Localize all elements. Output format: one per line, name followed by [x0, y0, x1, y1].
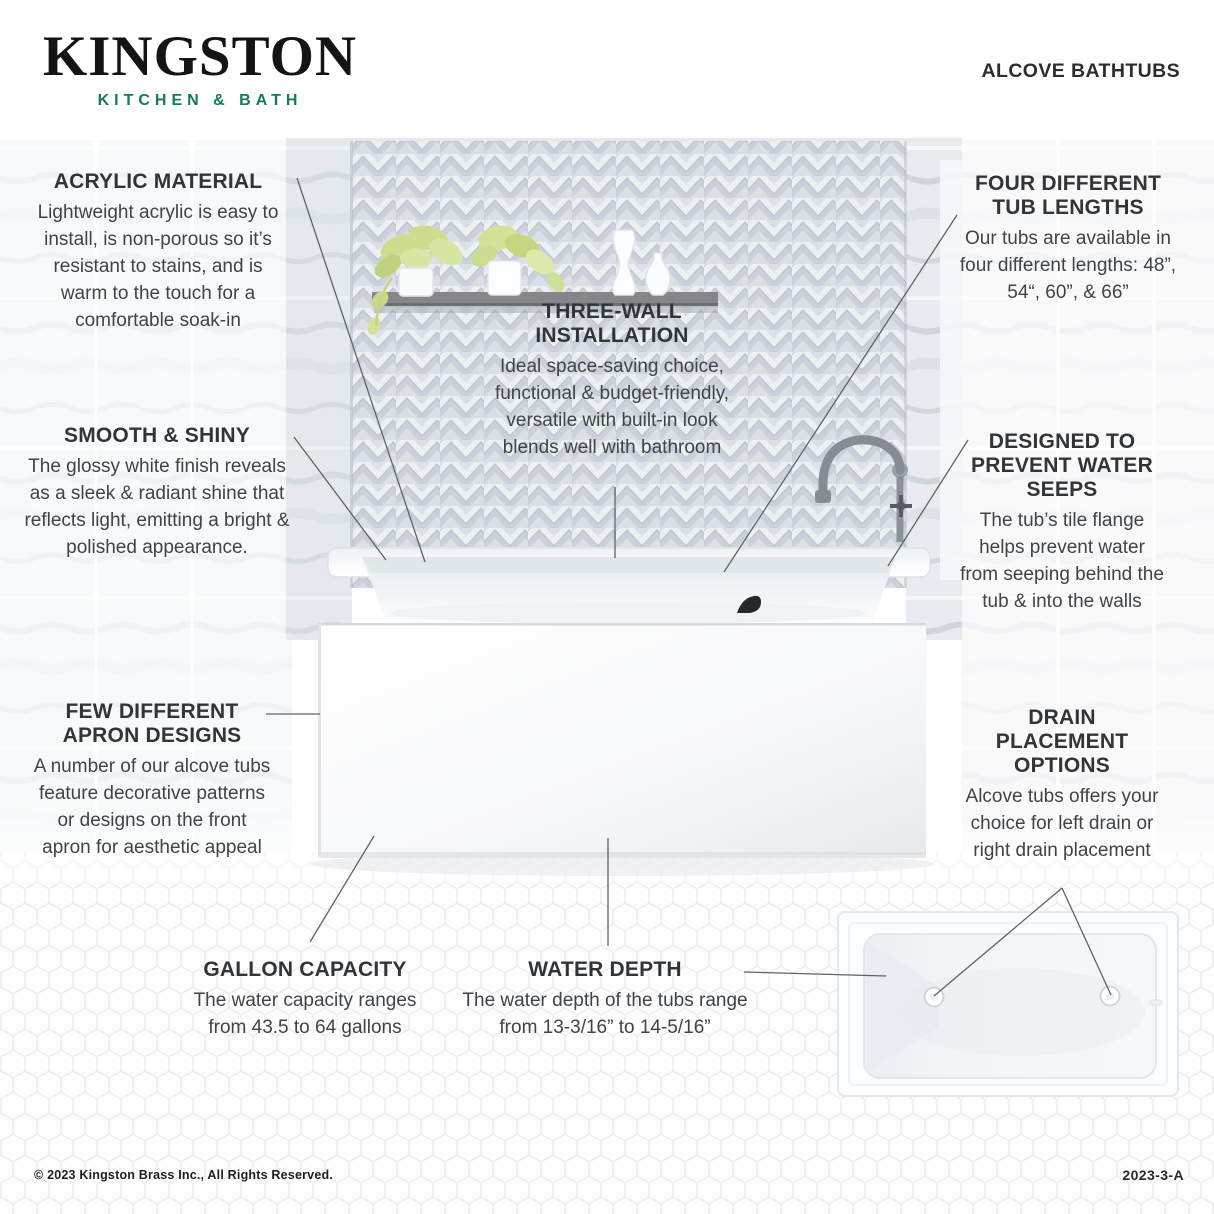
- callout-body: The water depth of the tubs range from 13-3/16” to 14-5/16”: [462, 990, 748, 1038]
- callout-three-wall-installation: [482, 300, 742, 461]
- callout-body: Alcove tubs offers your choice for left drain or right drain placement: [965, 786, 1159, 861]
- bathtub-illustration: [310, 547, 934, 876]
- callout-title: FEW DIFFERENT APRON DESIGNS: [62, 700, 242, 747]
- copyright-text: © 2023 Kingston Brass Inc., All Rights Reserved.: [34, 1168, 333, 1182]
- document-code: 2023-3-A: [1122, 1167, 1184, 1183]
- callout-smooth-shiny: [17, 424, 297, 561]
- callout-title: THREE-WALL INSTALLATION: [535, 300, 689, 347]
- callout-title: DESIGNED TO PREVENT WATER SEEPS: [971, 430, 1153, 501]
- tub-top-view-illustration: [838, 912, 1178, 1096]
- callout-title: SMOOTH & SHINY: [64, 424, 250, 447]
- brand-logo: KINGSTON: [42, 25, 358, 88]
- page-title: ALCOVE BATHTUBS: [981, 60, 1180, 82]
- callout-title: ACRYLIC MATERIAL: [53, 170, 263, 193]
- brand-tagline: KITCHEN & BATH: [97, 92, 303, 109]
- callout-acrylic-material: [28, 170, 288, 334]
- callout-body: The tub’s tile flange helps prevent water from seeping behind the tub & into the walls: [960, 510, 1164, 612]
- callout-four-tub-lengths: [948, 172, 1188, 306]
- callout-title: GALLON CAPACITY: [203, 958, 407, 981]
- callout-few-apron-designs: [32, 700, 272, 861]
- callout-body: A number of our alcove tubs feature decorative patterns or designs on the front apron for aesthetic appeal: [33, 756, 271, 858]
- callout-body: Ideal space-saving choice, functional & budget-friendly, versatile with built-in look blends well with bathroom: [494, 356, 730, 458]
- callout-title: FOUR DIFFERENT TUB LENGTHS: [975, 172, 1161, 219]
- callout-water-depth: [452, 958, 758, 1041]
- callout-prevent-water-seeps: [960, 430, 1164, 615]
- callout-body: The glossy white finish reveals as a sleek & radiant shine that reflects light, emitting a bright & polished appearance.: [24, 456, 290, 558]
- callout-gallon-capacity: [185, 958, 425, 1041]
- callout-drain-placement: [962, 706, 1162, 864]
- callout-body: The water capacity ranges from 43.5 to 64 gallons: [193, 990, 417, 1038]
- callout-title: DRAIN PLACEMENT OPTIONS: [995, 706, 1129, 777]
- callout-body: Lightweight acrylic is easy to install, is non-porous so it’s resistant to stains, and is warm to the touch for a comfortable soak-in: [37, 202, 279, 331]
- callout-title: WATER DEPTH: [528, 958, 682, 981]
- callout-body: Our tubs are available in four different lengths: 48”, 54“, 60”, & 66”: [959, 228, 1177, 303]
